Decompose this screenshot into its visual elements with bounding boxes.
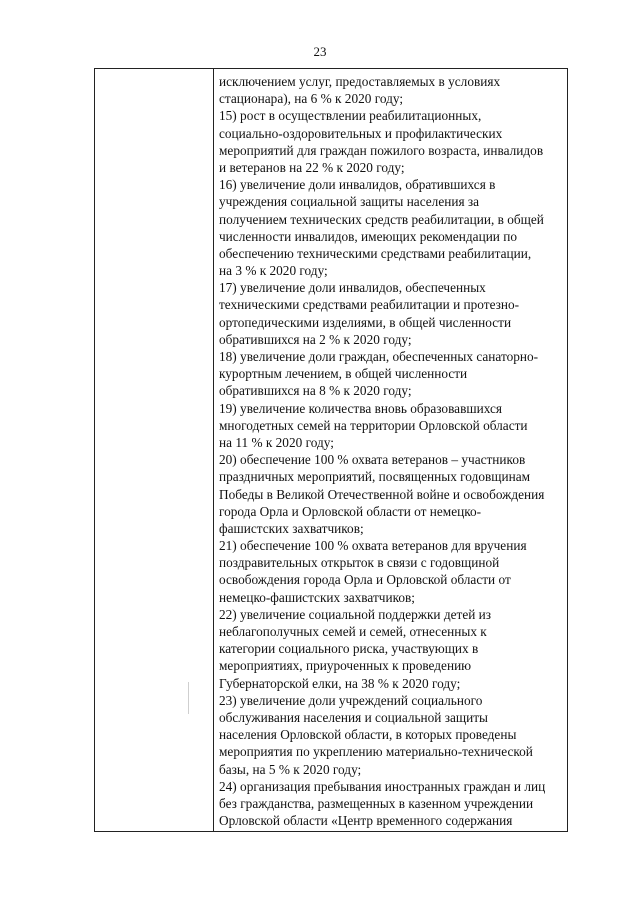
text-line: численности инвалидов, имеющих рекомендации по	[219, 228, 518, 244]
text-line: немецко-фашистских захватчиков;	[219, 589, 415, 605]
text-line: 16) увеличение доли инвалидов, обратившихся в	[219, 177, 496, 193]
text-line: техническими средствами реабилитации и протезно-	[219, 297, 520, 313]
text-line: категории социального риска, участвующих в	[219, 641, 479, 657]
text-line: мероприятий для граждан пожилого возраста, инвалидов	[219, 142, 544, 158]
text-line: ортопедическими изделиями, в общей численности	[219, 314, 512, 330]
text-line: и ветеранов на 22 % к 2020 году;	[219, 159, 405, 175]
text-line: 19) увеличение количества вновь образовавшихся	[219, 400, 502, 416]
text-line: праздничных мероприятий, посвященных годовщинам	[219, 469, 531, 485]
document-table	[94, 68, 568, 832]
text-line: Победы в Великой Отечественной войне и освобождения	[219, 486, 545, 502]
text-line: 24) организация пребывания иностранных граждан и лиц	[219, 778, 546, 794]
column-divider	[213, 69, 214, 831]
text-line: учреждения социальной защиты населения за	[219, 194, 480, 210]
text-line: 18) увеличение доли граждан, обеспеченных санаторно-	[219, 349, 539, 364]
text-line: 23) увеличение доли учреждений социального	[219, 692, 483, 708]
text-line: обратившихся на 8 % к 2020 году;	[219, 383, 412, 399]
text-line: Орловской области «Центр временного содержания	[219, 813, 513, 829]
text-line: обслуживания населения и социальной защиты	[219, 709, 488, 725]
text-line: населения Орловской области, в которых проведены	[219, 727, 517, 743]
page-number: 23	[313, 44, 327, 59]
text-line: Губернаторской елки, на 38 % к 2020 году;	[219, 675, 461, 691]
text-line: курортным лечением, в общей численности	[219, 366, 468, 382]
text-line: 21) обеспечение 100 % охвата ветеранов для вручения	[219, 538, 527, 554]
text-line: многодетных семей на территории Орловской области	[219, 417, 528, 433]
text-line: 20) обеспечение 100 % охвата ветеранов – участников	[219, 452, 526, 468]
text-line: базы, на 5 % к 2020 году;	[219, 761, 362, 777]
text-line: стационара), на 6 % к 2020 году;	[219, 91, 404, 107]
text-line: фашистских захватчиков;	[219, 520, 364, 536]
text-line: без гражданства, размещенных в казенном учреждении	[219, 795, 534, 811]
text-line: мероприятия по укреплению материально-технической	[219, 744, 533, 760]
text-line: на 11 % к 2020 году;	[219, 434, 334, 450]
text-line: 22) увеличение социальной поддержки детей из	[219, 606, 492, 622]
text-line: 17) увеличение доли инвалидов, обеспеченных	[219, 280, 486, 296]
text-line: на 3 % к 2020 году;	[219, 263, 328, 279]
text-line: поздравительных открыток в связи с годовщиной	[219, 555, 500, 571]
text-line: обеспечению техническими средствами реабилитации,	[219, 245, 532, 261]
text-line: освобождения города Орла и Орловской области от	[219, 572, 511, 588]
scan-margin-mark	[188, 682, 189, 714]
text-line: обратившихся на 2 % к 2020 году;	[219, 331, 412, 347]
text-line: исключением услуг, предоставляемых в условиях	[219, 74, 501, 89]
text-line: города Орла и Орловской области от немецко-	[219, 503, 482, 519]
text-line: 15) рост в осуществлении реабилитационных,	[219, 108, 482, 124]
table-right-cell	[219, 73, 564, 829]
table-left-cell	[95, 69, 213, 831]
text-line: социально-оздоровительных и профилактических	[219, 125, 503, 141]
text-line: неблагополучных семей и семей, отнесенных к	[219, 624, 487, 639]
text-line: мероприятиях, приуроченных к проведению	[219, 658, 472, 674]
text-line: получением технических средств реабилитации, в общей	[219, 211, 544, 227]
